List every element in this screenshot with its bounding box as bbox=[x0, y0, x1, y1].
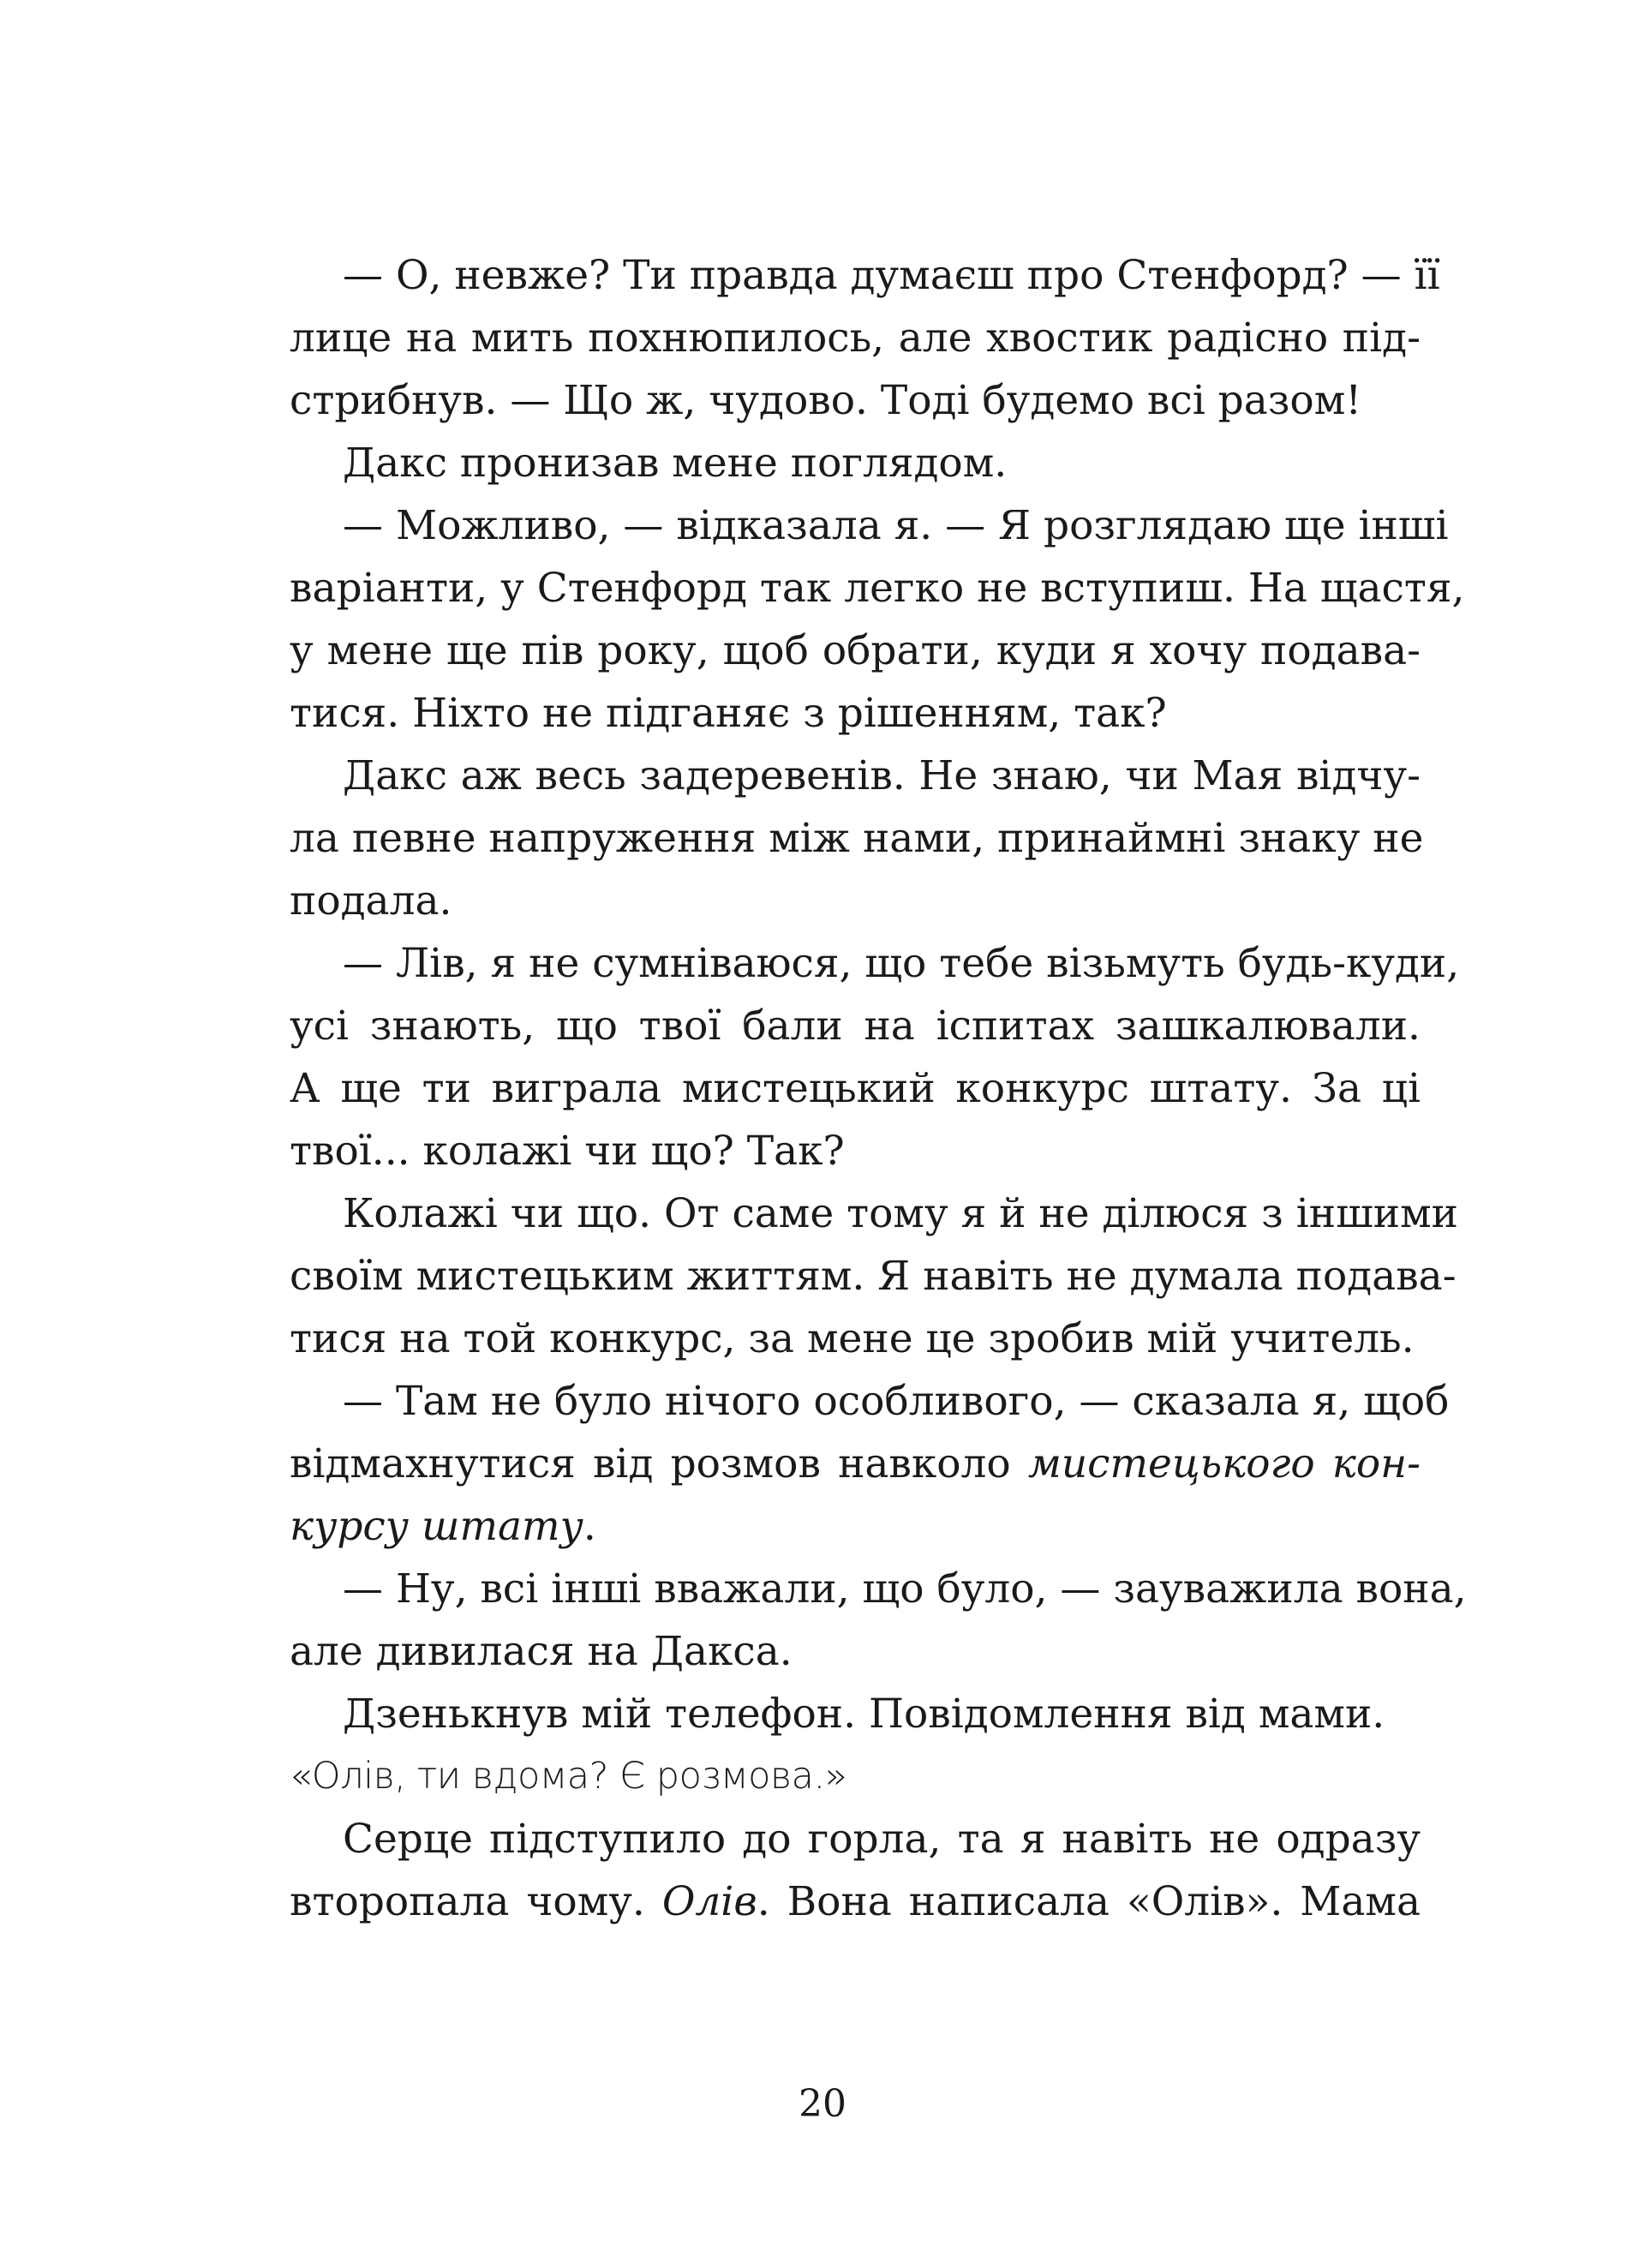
text-run: . bbox=[583, 1503, 596, 1550]
text-line: Дзенькнув мій телефон. Повідомлення від мами. bbox=[343, 1691, 1385, 1738]
text-line: А ще ти виграла мистецький конкурс штату. За ці bbox=[290, 1065, 1421, 1112]
text-line: — О, невже? Ти правда думаєш про Стенфорд? — її bbox=[343, 252, 1440, 299]
italic-run: курсу штату bbox=[290, 1503, 583, 1550]
text-line: твої... колажі чи що? Так? bbox=[290, 1128, 845, 1175]
text-run: второпала чому. bbox=[290, 1878, 662, 1925]
text-line: — Ну, всі інші вважали, що було, — зауважила вона, bbox=[343, 1565, 1467, 1613]
text-line: Колажі чи що. От саме тому я й не ділюся з іншими bbox=[343, 1190, 1458, 1237]
text-line: Серце підступило до горла, та я навіть не одразу bbox=[343, 1816, 1421, 1863]
text-line: але дивилася на Дакса. bbox=[290, 1628, 793, 1675]
text-line: лице на мить похнюпилось, але хвостик радісно під- bbox=[290, 314, 1421, 362]
text-line: тися. Ніхто не підганяє з рішенням, так? bbox=[290, 690, 1167, 737]
text-line: своїм мистецьким життям. Я навіть не думала подава- bbox=[290, 1253, 1457, 1300]
text-line bbox=[290, 1433, 1421, 1495]
text-run: . Вона написала «Олів». Мама bbox=[757, 1878, 1421, 1925]
paragraph-lines bbox=[290, 244, 1465, 1370]
italic-run: мистецького кон- bbox=[1027, 1440, 1421, 1487]
page-number: 20 bbox=[799, 2082, 846, 2126]
text-line: варіанти, у Стенфорд так легко не вступиш. На щастя, bbox=[290, 565, 1465, 612]
text-line: ла певне напруження між нами, принаймні знаку не bbox=[290, 815, 1424, 862]
text-line: — Там не було нічого особливого, — сказала я, щоб bbox=[343, 1378, 1450, 1425]
text-line: Дакс пронизав мене поглядом. bbox=[343, 440, 1008, 487]
text-line: у мене ще пів року, щоб обрати, куди я хочу подава- bbox=[290, 627, 1421, 674]
text-line: Дакс аж весь задеревенів. Не знаю, чи Мая відчу- bbox=[343, 752, 1421, 799]
text-line: тися на той конкурс, за мене це зробив мій учитель. bbox=[290, 1315, 1415, 1362]
text-line: стрибнув. — Що ж, чудово. Тоді будемо всі разом! bbox=[290, 377, 1362, 424]
text-line: усі знають, що твої бали на іспитах зашкалювали. bbox=[290, 1002, 1421, 1050]
sms-message: «Олів, ти вдома? Є розмова.» bbox=[290, 1755, 847, 1798]
text-line: — Можливо, — відказала я. — Я розглядаю ще інші bbox=[343, 502, 1449, 549]
text-run: відмахнутися від розмов навколо bbox=[290, 1440, 1028, 1487]
text-line: подала. bbox=[290, 877, 452, 925]
text-line bbox=[290, 1870, 1421, 1933]
italic-run: Олів bbox=[661, 1878, 757, 1925]
text-line: — Лів, я не сумніваюся, що тебе візьмуть будь-куди, bbox=[343, 940, 1460, 987]
text-line bbox=[290, 1495, 1421, 1558]
book-page-text bbox=[290, 244, 1467, 1933]
